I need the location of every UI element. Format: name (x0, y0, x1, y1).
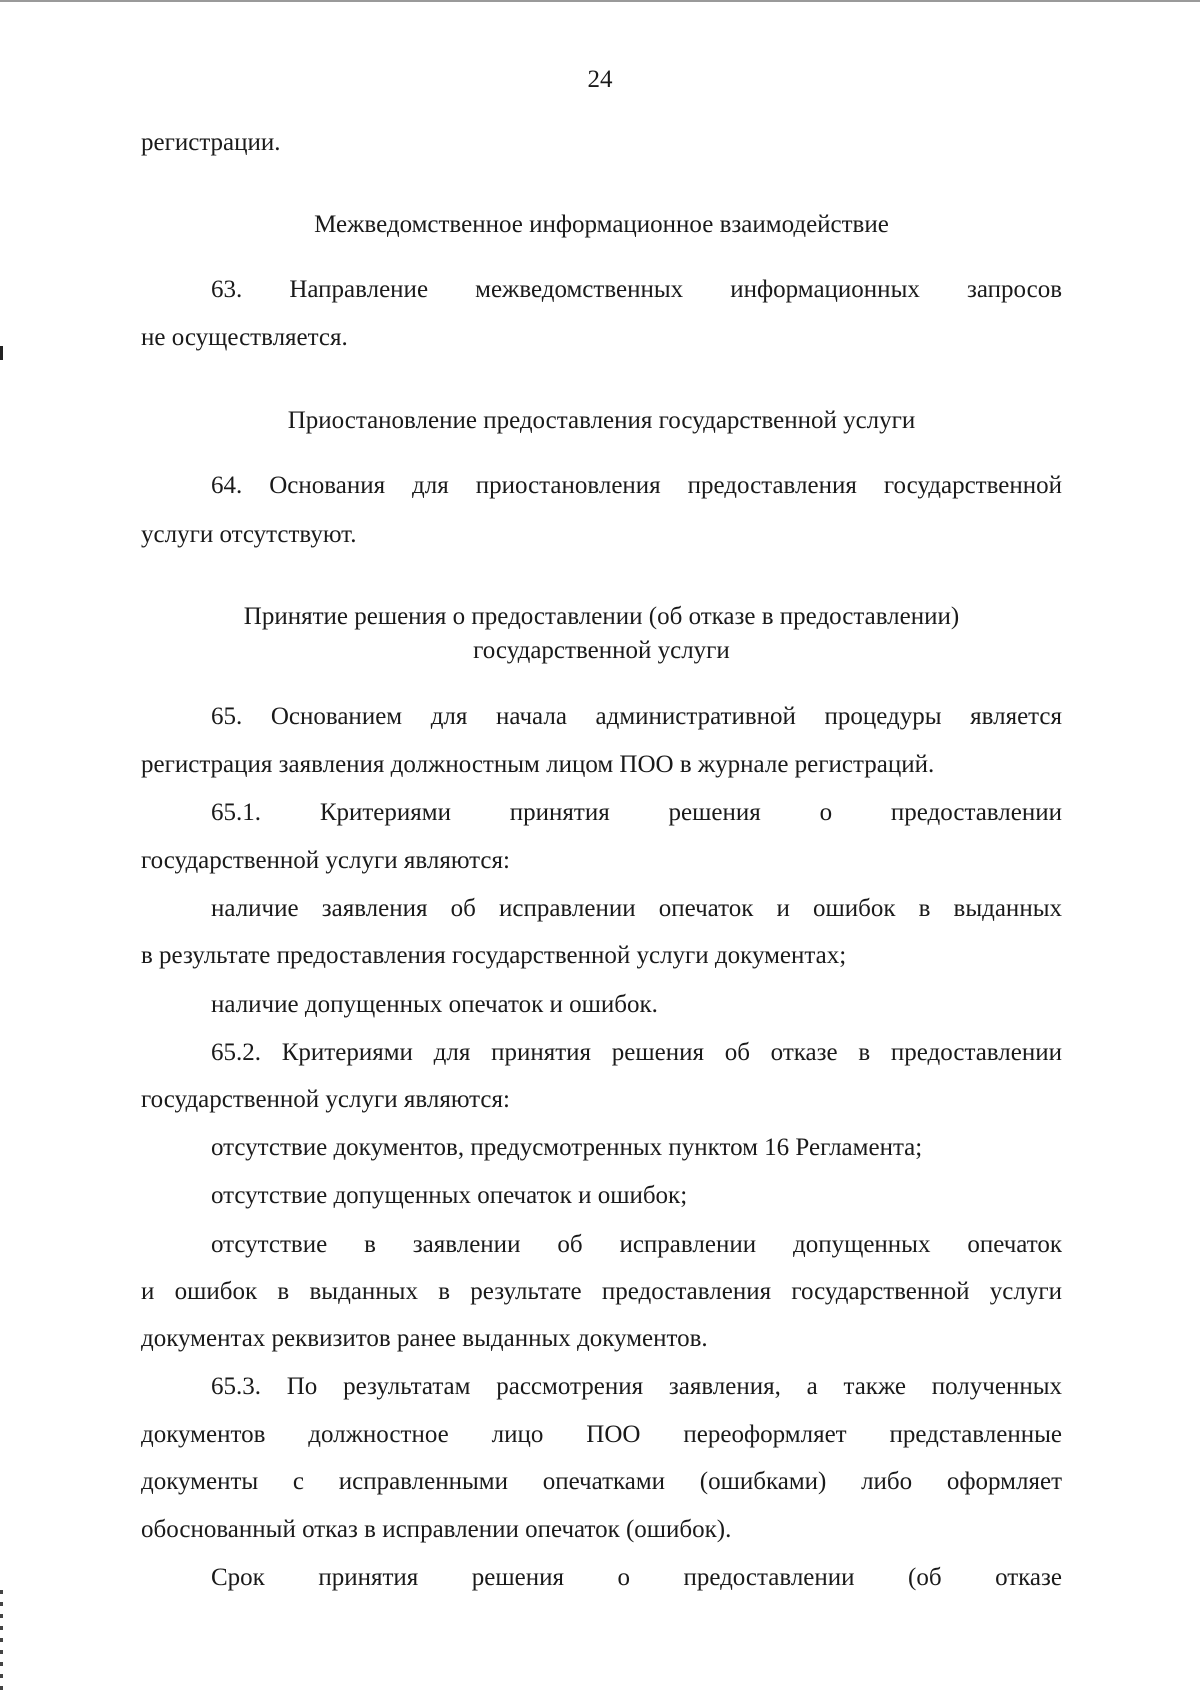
text-line: отсутствие допущенных опечаток и ошибок; (211, 1182, 688, 1209)
scan-mark (0, 1650, 3, 1654)
section-heading: Принятие решения о предоставлении (об отказе в предоставлении) (243, 603, 960, 630)
text-line: документы с исправленными опечатками (ошибками) либо оформляет (141, 1468, 1062, 1495)
text-line: 65. Основанием для начала административной процедуры является (211, 703, 1062, 730)
text-line: государственной услуги являются: (141, 847, 510, 874)
text-line: и ошибок в выданных в результате предоставления государственной услуги (141, 1278, 1062, 1305)
text-line: регистрации. (141, 129, 281, 156)
text-line: услуги отсутствуют. (141, 521, 357, 548)
text-line: документах реквизитов ранее выданных документов. (141, 1325, 708, 1352)
scan-mark (0, 1686, 3, 1690)
text-line: регистрация заявления должностным лицом ПОО в журнале регистраций. (141, 751, 935, 778)
text-line: отсутствие документов, предусмотренных пунктом 16 Регламента; (211, 1134, 923, 1161)
text-line: государственной услуги являются: (141, 1086, 510, 1113)
section-heading: Приостановление предоставления государственной услуги (287, 407, 916, 434)
text-line: наличие допущенных опечаток и ошибок. (211, 991, 658, 1018)
text-line: в результате предоставления государственной услуги документах; (141, 942, 847, 969)
text-line: 65.2. Критериями для принятия решения об отказе в предоставлении (211, 1039, 1062, 1066)
scan-mark (0, 346, 3, 360)
scan-mark (0, 1614, 3, 1618)
scan-mark (0, 1602, 3, 1606)
scan-mark (0, 1626, 3, 1630)
scan-mark (0, 1674, 3, 1678)
section-heading: Межведомственное информационное взаимодействие (314, 211, 889, 238)
scan-mark (0, 1662, 3, 1666)
text-line: отсутствие в заявлении об исправлении допущенных опечаток (211, 1231, 1062, 1258)
scan-edge (0, 0, 1200, 2)
scan-mark (0, 1590, 3, 1594)
text-line: документов должностное лицо ПОО переоформляет представленные (141, 1421, 1062, 1448)
text-line: обоснованный отказ в исправлении опечаток (ошибок). (141, 1516, 732, 1543)
text-line: Срок принятия решения о предоставлении (об отказе (211, 1564, 1062, 1591)
text-line: 63. Направление межведомственных информационных запросов (211, 276, 1062, 303)
section-heading: государственной услуги (473, 637, 730, 664)
text-line: 65.3. По результатам рассмотрения заявления, а также полученных (211, 1373, 1062, 1400)
scan-mark (0, 1638, 3, 1642)
text-line: 64. Основания для приостановления предоставления государственной (211, 472, 1062, 499)
text-line: наличие заявления об исправлении опечаток и ошибок в выданных (211, 895, 1062, 922)
text-line: 65.1. Критериями принятия решения о предоставлении (211, 799, 1062, 826)
page-number: 24 (587, 66, 613, 93)
text-line: не осуществляется. (141, 324, 348, 351)
